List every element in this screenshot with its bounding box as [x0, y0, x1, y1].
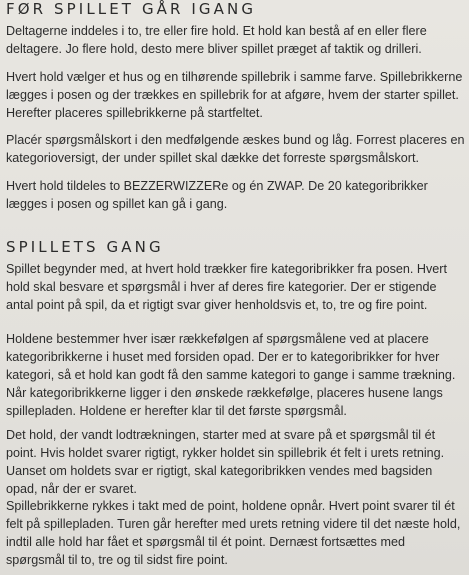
- paragraph-bezzerwizzer: Hvert hold tildeles to BEZZERWIZZERe og én ZWAP. De 20 kategoribrikker lægges i posen og spillet kan gå i gang.: [6, 179, 428, 211]
- paragraph-cards: Placér spørgsmålskort i den medfølgende æskes bund og låg. Forrest placeres en kategorioversigt, der under spillet skal dække det forreste spørgsmålskort.: [6, 133, 465, 165]
- paragraph-first-question: Det hold, der vandt lodtrækningen, starter med at svare på et spørgsmål til ét point. Hvis holdet svarer rigtigt, rykker holdet sin spillebrik ét felt i urets retning. Uanset om holdets svar er rigtigt, skal kategoribrikken vendes med bagsiden opad, når der er svaret.: [6, 428, 445, 496]
- section-heading-before-game: FØR SPILLET GÅR IGANG: [6, 0, 257, 18]
- paragraph-pieces: Hvert hold vælger et hus og en tilhørende spillebrik i samme farve. Spillebrikkerne lægges i posen og der trækkes en spillebrik for at afgøre, hvem der starter spillet. Herefter placeres spillebrikkerne på startfeltet.: [6, 70, 463, 120]
- paragraph-teams: Deltagerne inddeles i to, tre eller fire hold. Et hold kan bestå af en eller flere deltagere. Jo flere hold, desto mere bliver spillet præget af taktik og drilleri.: [6, 24, 427, 56]
- paragraph-moving: Spillebrikkerne rykkes i takt med de point, holdene opnår. Hvert point svarer til ét felt på spillepladen. Turen går herefter med urets retning videre til det næste hold, indtil alle hold har fået et spørgsmål til ét point. Dernæst fortsættes med spørgsmål til to, tre og til sidst fire point.: [6, 499, 461, 567]
- paragraph-start: Spillet begynder med, at hvert hold trækker fire kategoribrikker fra posen. Hvert hold skal besvare et spørgsmål i hver af deres fire kategorier. Der er stigende antal point på spil, da et rigtigt svar giver henholdsvis et, to, tre og fire point.: [6, 262, 447, 312]
- section-heading-game-flow: SPILLETS GANG: [6, 238, 164, 256]
- paragraph-order: Holdene bestemmer hver især rækkefølgen af spørgsmålene ved at placere kategoribrikkerne i huset med forsiden opad. Der er to kategoribrikker for hver kategori, så et hold kan godt få den samme kategori to gange i samme trækning. Når kategoribrikkerne ligger i den ønskede rækkefølge, placeres husene langs spillepladen. Holdene er herefter klar til det første spørgsmål.: [6, 332, 456, 418]
